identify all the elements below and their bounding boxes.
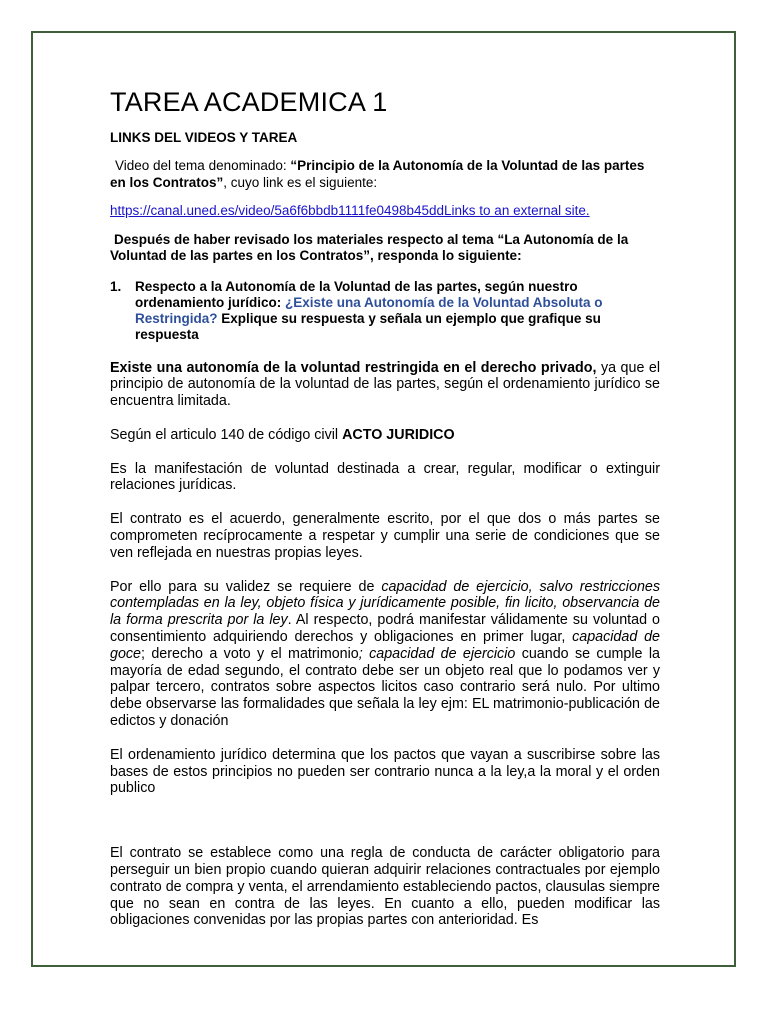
question-item [110,279,660,343]
video-intro-end: , cuyo link es el siguiente: [223,174,378,190]
instructions [110,232,660,265]
question-text: Respecto a la Autonomía de la Voluntad de las partes, según nuestro ordenamiento jurídico: [135,278,578,310]
validez-text-2: . Al respecto, podrá manifestar válidamente su voluntad o consentimiento adquiriendo derechos y obligaciones en primer lugar, [110,612,661,646]
validez-text-3: ; derecho a voto y el matrimonio [141,645,359,662]
contrato-paragraph: El contrato es el acuerdo, generalmente escrito, por el que dos o más partes se comprometen recíprocamente a respetar y cumplir una serie de condiciones que se ven reflejada en nuestras propias leyes. [110,511,660,561]
manifestacion-paragraph: Es la manifestación de voluntad destinada a crear, regular, modificar o extinguir relaciones jurídicas. [110,460,660,494]
instructions-end: , responda lo siguiente: [370,248,522,263]
validez-italic-3: ; capacidad de ejercicio [358,645,516,662]
question-text-end: Explique su respuesta y señala un ejemplo que grafique su respuesta [135,310,601,342]
article-reference [110,427,660,444]
video-intro [110,158,660,191]
document-body [110,86,660,946]
instructions-topic: “La Autonomía de la Voluntad de las partes en los Contratos” [110,231,629,263]
video-intro-text: Video del tema denominado: [115,158,291,173]
answer-lead: Existe una autonomía de la voluntad restringida en el derecho privado, [110,359,597,376]
question-highlight: ¿Existe una Autonomía de la Voluntad Absoluta o Restringida? [135,294,603,326]
instructions-text: Después de haber revisado los materiales respecto al tema [114,231,498,247]
regla-paragraph: El contrato se establece como una regla de conducta de carácter obligatorio para perseguir un bien propio cuando quieran adquirir relaciones contractuales por ejemplo contrato de compra y venta, el arrendamiento estableciendo pactos, clausulas siempre que no sean en contra de las leyes. En cuanto a ello, pueden modificar las obligaciones convenidas por las propias partes con anterioridad. Es [110,845,660,929]
video-topic: “Principio de la Autonomía de la Voluntad de las partes en los Contratos” [110,158,645,190]
validez-paragraph [110,579,660,730]
question-number: 1. [110,278,122,294]
spacer [110,814,660,845]
article-bold: ACTO JURIDICO [342,426,455,443]
article-text: Según el articulo 140 de código civil [110,426,343,443]
validez-italic-1: capacidad de ejercicio, salvo restricciones contempladas en la ley, objeto física y jurídicamente posible, fin licito, observancia de la forma prescrita por la ley [110,578,660,629]
section-subtitle: LINKS DEL VIDEOS Y TAREA [110,130,298,145]
validez-text-1: Por ello para su validez se requiere de [110,578,382,595]
video-link[interactable]: https://canal.uned.es/video/5a6f6bbdb1111fe0498b45ddLinks to an external site. [110,203,590,218]
answer-paragraph [110,360,660,410]
ordenamiento-paragraph: El ordenamiento jurídico determina que los pactos que vayan a suscribirse sobre las bases de estos principios no pueden ser contrario nunca a la ley,a la moral y el orden publico [110,746,660,797]
answer-rest: ya que el principio de autonomía de la voluntad de las partes, según el ordenamiento jurídico se encuentra limitada. [110,359,660,410]
validez-text-4: cuando se cumple la mayoría de edad segundo, el contrato debe ser un objeto real que lo podamos ver y palpar tercero, contratos sobre aspectos licitos caso contrario será nulo. Por ultimo debe observarse las formalidades que señala la ley ejm: EL matrimonio-publicación de edictos y donación [110,645,660,730]
page-title: TAREA ACADEMICA 1 [110,87,388,117]
validez-italic-2: capacidad de goce [110,629,660,662]
